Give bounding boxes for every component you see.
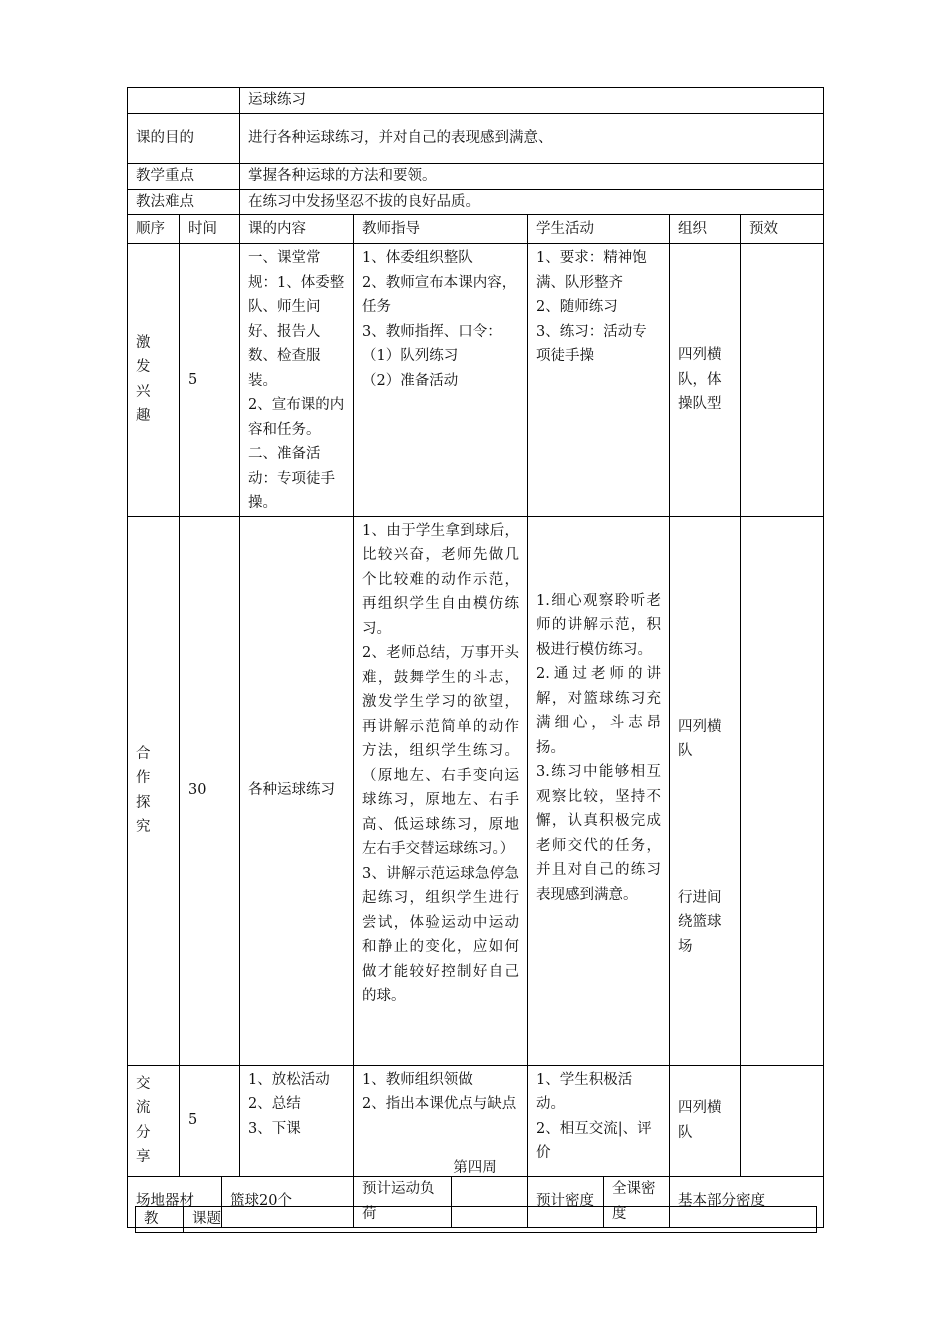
content-line: 二、准备活动：专项徒手操。 — [248, 446, 336, 511]
stage-char: 趣 — [136, 408, 151, 425]
teacher-line: 1、教师组织领做 — [362, 1071, 473, 1088]
effect-cell — [741, 516, 824, 1065]
student-cell — [528, 516, 670, 1065]
next-lesson-table — [135, 1206, 817, 1233]
lesson-topic: 运球练习 — [240, 88, 824, 114]
student-line: 2、相互交流|、评价 — [536, 1120, 652, 1161]
stage-char: 作 — [136, 770, 151, 786]
week-label: 第四周 — [453, 1160, 497, 1176]
stage-char: 交 — [136, 1075, 151, 1092]
header-order: 顺序 — [128, 215, 180, 244]
time-cell: 5 — [180, 244, 240, 517]
student-line: 1、要求：精神饱满、队形整齐 — [536, 250, 647, 291]
organize-cell — [670, 516, 741, 1065]
stage-char: 究 — [136, 819, 151, 835]
header-organize: 组织 — [670, 215, 741, 244]
organize-cell: 四列横队 — [670, 1065, 741, 1176]
topic-label-cell — [128, 88, 240, 114]
organize-cell: 四列横队，体操队型 — [670, 244, 741, 517]
objective-label: 课的目的 — [128, 114, 240, 164]
content-line: 2、宣布课的内容和任务。 — [248, 397, 345, 438]
effect-cell — [741, 244, 824, 517]
content-line: 一、课堂常规：1、体委整队、师生问好、报告人数、检查服装。 — [248, 250, 345, 389]
difficulty-label: 教法难点 — [128, 189, 240, 215]
content-line: 2、总结 — [248, 1096, 301, 1112]
next-col1: 教 — [136, 1207, 184, 1233]
time-cell: 30 — [180, 516, 240, 1065]
teacher-line: 3、讲解示范运球急停急起练习，组织学生进行尝试，体验运动中运动和静止的变化，应如何做才能较好控制好自己的球。 — [362, 865, 520, 1004]
header-teacher: 教师指导 — [354, 215, 528, 244]
organize-spacer — [678, 764, 732, 886]
next-col2: 课题 — [184, 1207, 817, 1233]
student-line: 2.通过老师的讲解，对篮球练习充满细心，斗志昂扬。 — [536, 666, 662, 756]
content-line: 3、下课 — [248, 1120, 301, 1137]
lesson-key-point: 掌握各种运球的方法和要领。 — [240, 164, 824, 190]
stage-char: 兴 — [136, 383, 151, 400]
basic-density-label: 基本部分密度 — [670, 1176, 824, 1227]
teacher-line: （2）准备活动 — [362, 372, 459, 389]
student-line: 3.练习中能够相互观察比较，坚持不懈，认真积极完成老师交代的任务，并且对自己的练习表现感到满意。 — [536, 764, 662, 903]
teacher-line: 3、教师指挥、口令： — [362, 323, 502, 340]
teacher-line: （1）队列练习 — [362, 348, 459, 364]
teacher-cell — [354, 244, 528, 517]
density-label: 预计密度 — [528, 1176, 604, 1227]
lesson-difficulty: 在练习中发扬坚忍不拔的良好品质。 — [240, 189, 824, 215]
student-cell — [528, 244, 670, 517]
teacher-line: 2、教师宣布本课内容，任务 — [362, 274, 517, 315]
stage-char: 合 — [136, 745, 151, 762]
lesson-objective: 进行各种运球练习，并对自己的表现感到满意、 — [240, 114, 824, 164]
header-content: 课的内容 — [240, 215, 354, 244]
student-line: 2、随师练习 — [536, 299, 618, 315]
content-cell — [240, 244, 354, 517]
teacher-line: 1、由于学生拿到球后，比较兴奋，老师先做几个比较难的动作示范，再组织学生自由模仿练习。 — [362, 522, 520, 637]
stage-cell — [128, 516, 180, 1065]
student-line: 1.细心观察聆听老师的讲解示范，积极进行模仿练习。 — [536, 592, 662, 658]
stage-char: 享 — [136, 1149, 151, 1165]
teacher-line: 1、体委组织整队 — [362, 250, 473, 266]
content-line: 1、放松活动 — [248, 1071, 330, 1088]
teacher-line: 2、老师总结，万事开头难，鼓舞学生的斗志，激发学生学习的欲望，再讲解示范简单的动作方法，组织学生练习。（原地左、右手变向运球练习，原地左、右手高、低运球练习，原地左右手交替运球练习。） — [362, 645, 520, 857]
content-cell — [240, 516, 354, 1065]
header-time: 时间 — [180, 215, 240, 244]
venue-value: 篮球20个 — [222, 1176, 354, 1227]
teacher-cell — [354, 516, 528, 1065]
stage-char: 分 — [136, 1124, 151, 1141]
lesson-plan-table — [127, 87, 824, 1228]
full-density-label: 全课密度 — [604, 1176, 670, 1227]
key-point-label: 教学重点 — [128, 164, 240, 190]
load-label: 预计运动负荷 — [354, 1176, 452, 1227]
stage-char: 激 — [136, 334, 151, 351]
stage-char: 探 — [136, 794, 151, 811]
student-line: 1、学生积极活动。 — [536, 1071, 633, 1112]
venue-label: 场地器材 — [128, 1176, 222, 1227]
stage-char: 流 — [136, 1100, 151, 1116]
student-line: 3、练习：活动专项徒手操 — [536, 323, 647, 364]
header-student: 学生活动 — [528, 215, 670, 244]
time-cell: 5 — [180, 1065, 240, 1176]
organize-line: 行进间绕篮球场 — [678, 889, 722, 955]
organize-line: 四列横队 — [678, 718, 722, 759]
teacher-line: 2、指出本课优点与缺点 — [362, 1096, 517, 1112]
content-line: 各种运球练习 — [248, 782, 336, 799]
stage-char: 发 — [136, 359, 151, 376]
header-effect: 预效 — [741, 215, 824, 244]
stage-cell — [128, 244, 180, 517]
